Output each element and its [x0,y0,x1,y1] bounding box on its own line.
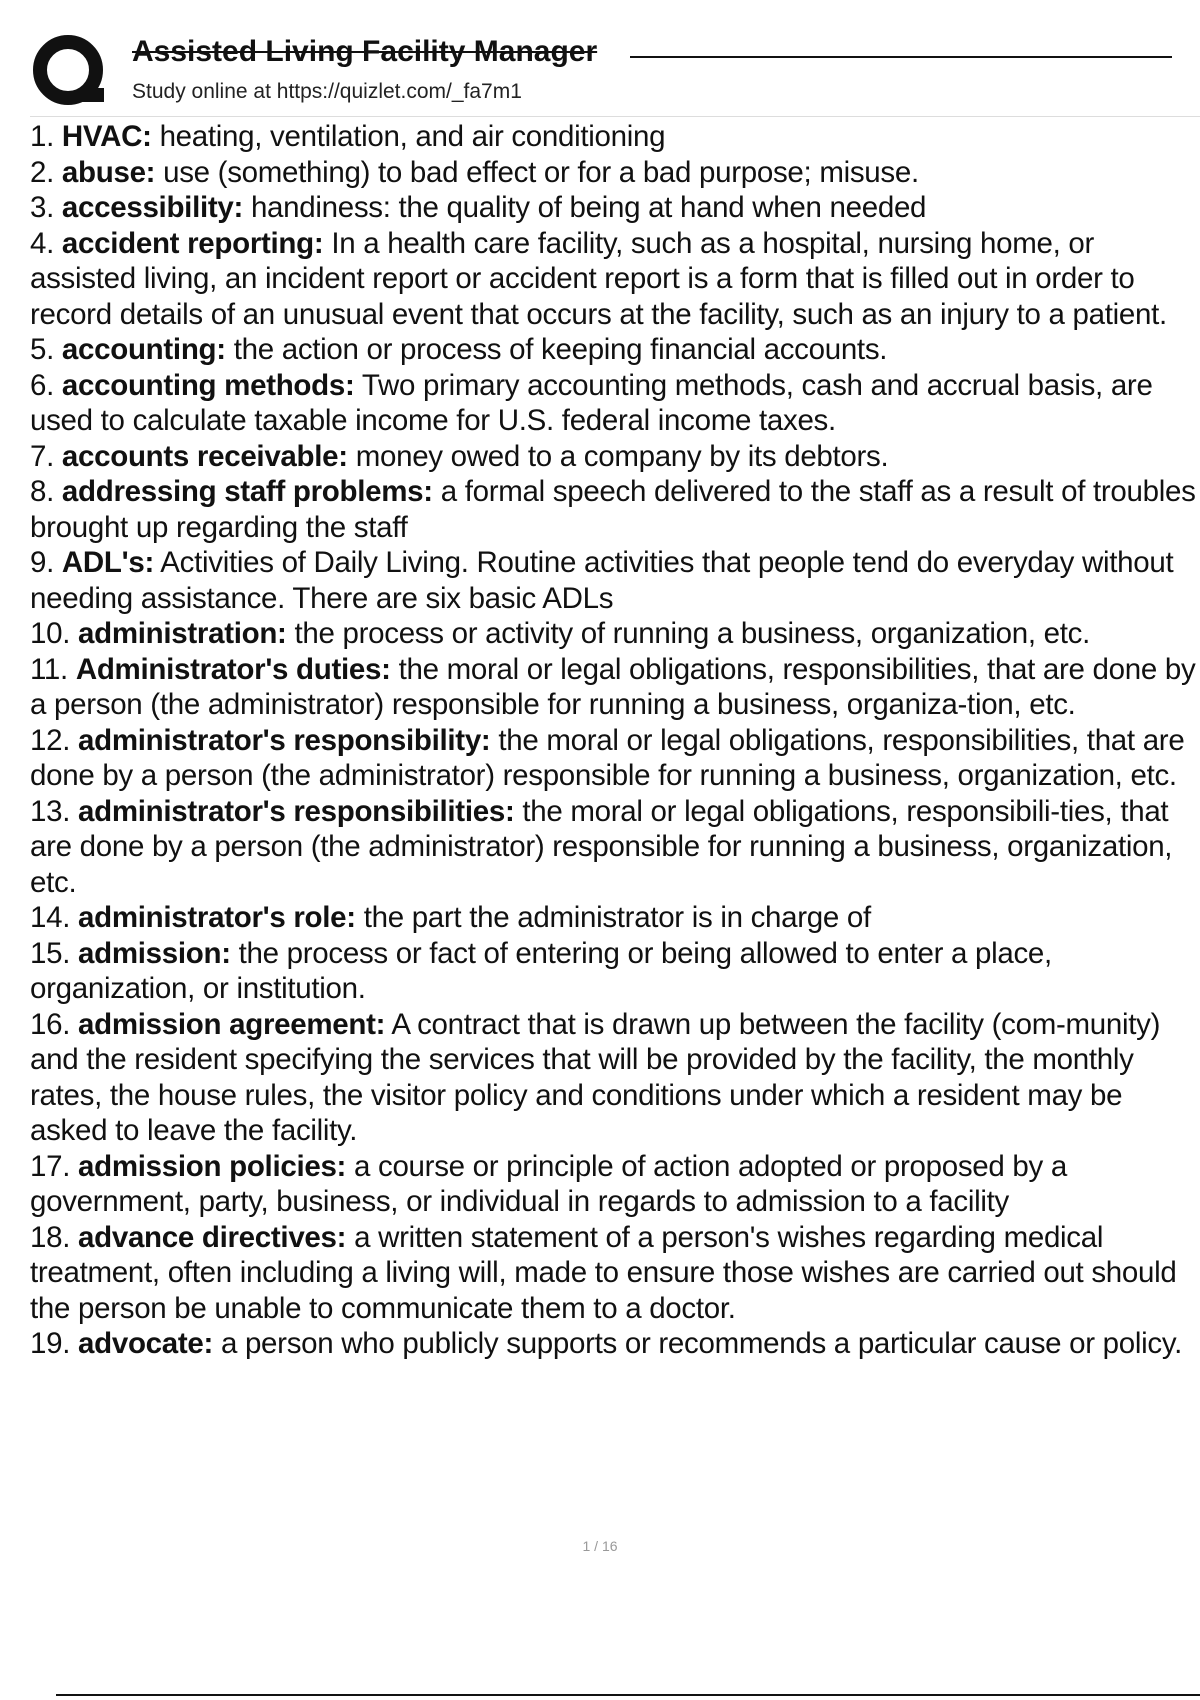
entry-definition: Two primary accounting methods, cash and accrual basis, are used to calculate taxable income for U.S. federal income taxes. [30,368,1153,437]
entry-term: administrator's responsibilities: [78,794,515,828]
glossary-entry [30,616,1200,652]
entry-term: admission agreement: [78,1007,386,1041]
entry-number: 17. [30,1149,71,1183]
entry-definition: In a health care facility, such as a hospital, nursing home, or assisted living, an incident report or accident report is a form that is filled out in order to record details of an unusual event that occurs at the facility, such as an injury to a patient. [30,226,1167,331]
glossary-entry [30,190,1200,226]
entry-definition: handiness: the quality of being at hand when needed [250,191,927,224]
footer-rule [56,1694,1200,1696]
entry-definition: the moral or legal obligations, responsibilities, that are done by a person (the administrator) responsible for running a business, organization, etc. [30,723,1185,792]
title-rule [630,56,1172,58]
entry-term: HVAC: [61,120,152,153]
entry-term: accessibility: [61,191,244,224]
entry-definition: A contract that is drawn up between the facility (com-munity) and the resident specifying the services that will be provided by the facility, the monthly rates, the house rules, the visitor policy and conditions under which a resident may be asked to leave the facility. [30,1007,1161,1147]
entry-term: addressing staff problems: [61,475,433,508]
glossary-entry [30,474,1200,545]
quizlet-logo-icon [32,34,110,112]
entry-term: Administrator's duties: [75,652,391,686]
entry-term: ADL's: [61,546,154,579]
entry-number: 9. [30,546,55,579]
glossary-entry [30,439,1200,475]
entry-term: admission: [78,936,231,970]
glossary-content [30,119,1200,1509]
entry-number: 12. [30,723,71,757]
glossary-entry [30,794,1200,901]
entry-number: 19. [30,1327,71,1360]
glossary-entry [30,1326,1200,1362]
entry-number: 6. [30,368,55,402]
entry-definition: the moral or legal obligations, responsibilities, that are done by a person (the administrator) responsible for running a business, organiza-tion, etc. [30,652,1196,721]
entry-number: 13. [30,794,71,828]
glossary-entry [30,900,1200,936]
entry-definition: a written statement of a person's wishes regarding medical treatment, often including a living will, made to ensure those wishes are carried out should the person be unable to communicate them to a doctor. [30,1220,1177,1325]
entry-term: accident reporting: [61,226,324,260]
document-title: Assisted Living Facility Manager [132,35,598,68]
entry-number: 10. [30,617,71,650]
glossary-entry [30,155,1200,191]
entry-definition: money owed to a company by its debtors. [355,439,889,473]
entry-definition: Activities of Daily Living. Routine activities that people tend do everyday without needing assistance. There are six basic ADLs [30,546,1174,615]
glossary-entry [30,332,1200,368]
glossary-entry [30,368,1200,439]
entry-definition: the moral or legal obligations, responsibili-ties, that are done by a person (the administrator) responsible for running a business, organization, etc. [30,794,1173,899]
glossary-entry [30,545,1200,616]
study-online-link[interactable]: Study online at https://quizlet.com/_fa7m1 [132,80,522,103]
entry-definition: heating, ventilation, and air conditioning [159,120,666,153]
entry-number: 7. [30,439,55,473]
entry-number: 15. [30,936,71,970]
glossary-entry [30,1007,1200,1149]
glossary-entry [30,1149,1200,1220]
page-number: 1 / 16 [582,1538,618,1554]
entry-number: 16. [30,1007,71,1041]
entry-term: advance directives: [78,1220,347,1254]
header-divider [30,116,1200,117]
entry-definition: a course or principle of action adopted or proposed by a government, party, business, or individual in regards to admission to a facility [30,1149,1067,1218]
entry-term: accounting: [61,333,226,366]
entry-term: advocate: [78,1327,214,1360]
entry-definition: the process or activity of running a business, organization, etc. [294,617,1090,650]
entry-number: 14. [30,901,71,934]
entry-number: 3. [30,191,55,224]
glossary-entry [30,936,1200,1007]
entry-term: administrator's responsibility: [78,723,491,757]
entry-number: 4. [30,226,55,260]
glossary-entry [30,652,1200,723]
glossary-entry [30,119,1200,155]
glossary-entry [30,226,1200,333]
entry-term: accounts receivable: [61,439,348,473]
entry-term: accounting methods: [61,368,355,402]
page-header [30,30,1200,112]
entry-number: 11. [30,652,68,686]
entry-definition: the process or fact of entering or being allowed to enter a place, organization, or institution. [30,936,1052,1005]
entry-term: administrator's role: [78,901,356,934]
entry-term: admission policies: [78,1149,347,1183]
entry-definition: the action or process of keeping financial accounts. [233,333,888,366]
entry-definition: a person who publicly supports or recommends a particular cause or policy. [220,1327,1183,1360]
entry-number: 8. [30,475,55,508]
glossary-entry [30,1220,1200,1327]
entry-definition: a formal speech delivered to the staff as a result of troubles brought up regarding the staff [30,475,1196,544]
entry-number: 1. [30,120,55,153]
entry-definition: the part the administrator is in charge of [363,901,871,934]
entry-term: abuse: [61,155,156,189]
entry-number: 2. [30,155,55,189]
glossary-list [30,119,1200,1362]
glossary-entry [30,723,1200,794]
entry-definition: use (something) to bad effect or for a bad purpose; misuse. [163,155,919,189]
entry-number: 5. [30,333,55,366]
entry-number: 18. [30,1220,71,1254]
entry-term: administration: [78,617,287,650]
